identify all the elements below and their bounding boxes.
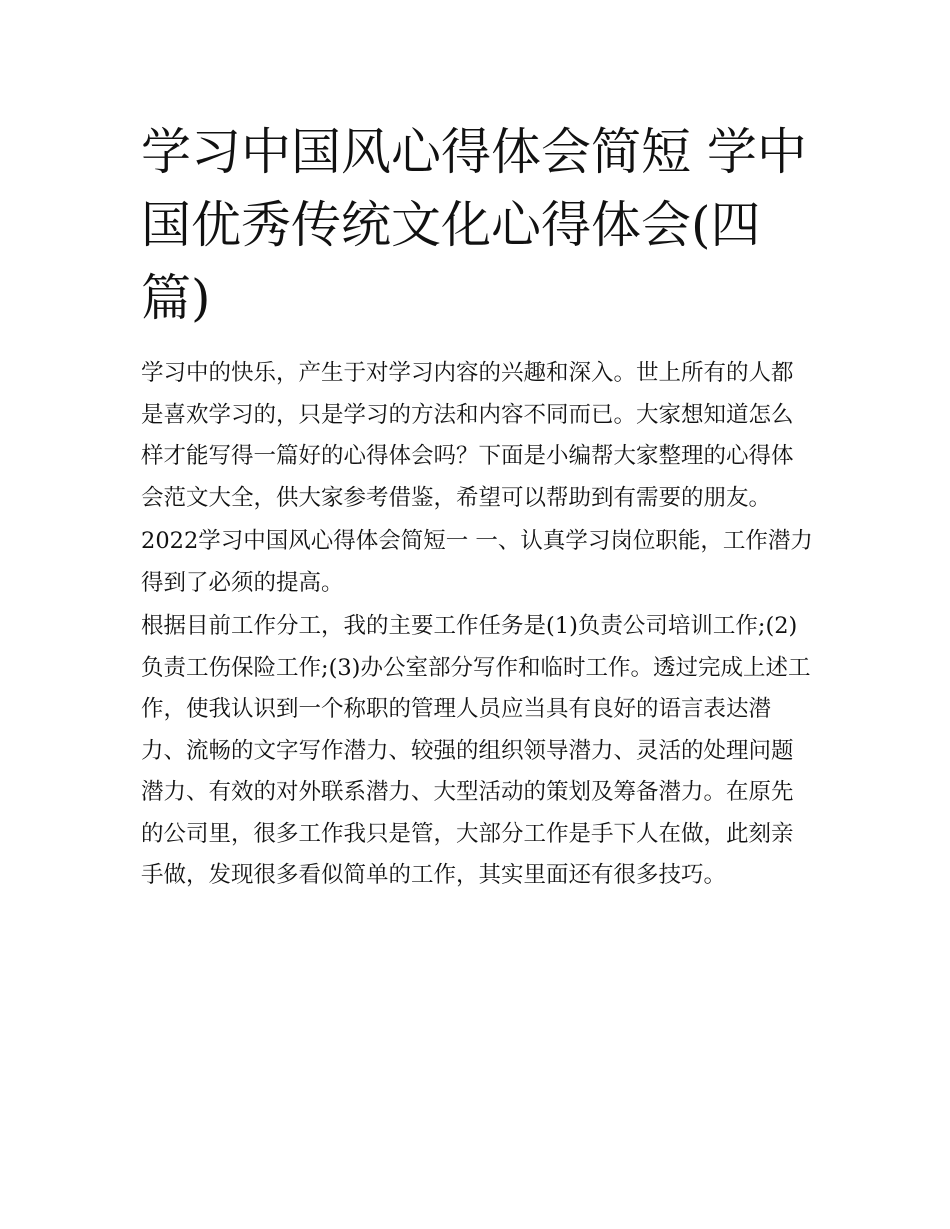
section-heading-paragraph: 2022学习中国风心得体会简短一 一、认真学习岗位职能，工作潜力得到了必须的提高。 (141, 528, 813, 596)
document-page (141, 116, 813, 899)
intro-paragraph: 学习中的快乐，产生于对学习内容的兴趣和深入。世上所有的人都是喜欢学习的，只是学习的方法和内容不同而已。大家想知道怎么样才能写得一篇好的心得体会吗？下面是小编帮大家整理的心得体会范文大全，供大家参考借鉴，希望可以帮助到有需要的朋友。 (141, 360, 794, 511)
body-paragraph: 根据目前工作分工，我的主要工作任务是(1)负责公司培训工作;(2)负责工伤保险工作;(3)办公室部分写作和临时工作。透过完成上述工作，使我认识到一个称职的管理人员应当具有良好的语言表达潜力、流畅的文字写作潜力、较强的组织领导潜力、灵活的处理问题潜力、有效的对外联系潜力、大型活动的策划及筹备潜力。在原先的公司里，很多工作我只是管，大部分工作是手下人在做，此刻亲手做，发现很多看似简单的工作，其实里面还有很多技巧。 (141, 613, 811, 888)
document-title: 学习中国风心得体会简短 学中国优秀传统文化心得体会(四篇) (141, 123, 807, 327)
